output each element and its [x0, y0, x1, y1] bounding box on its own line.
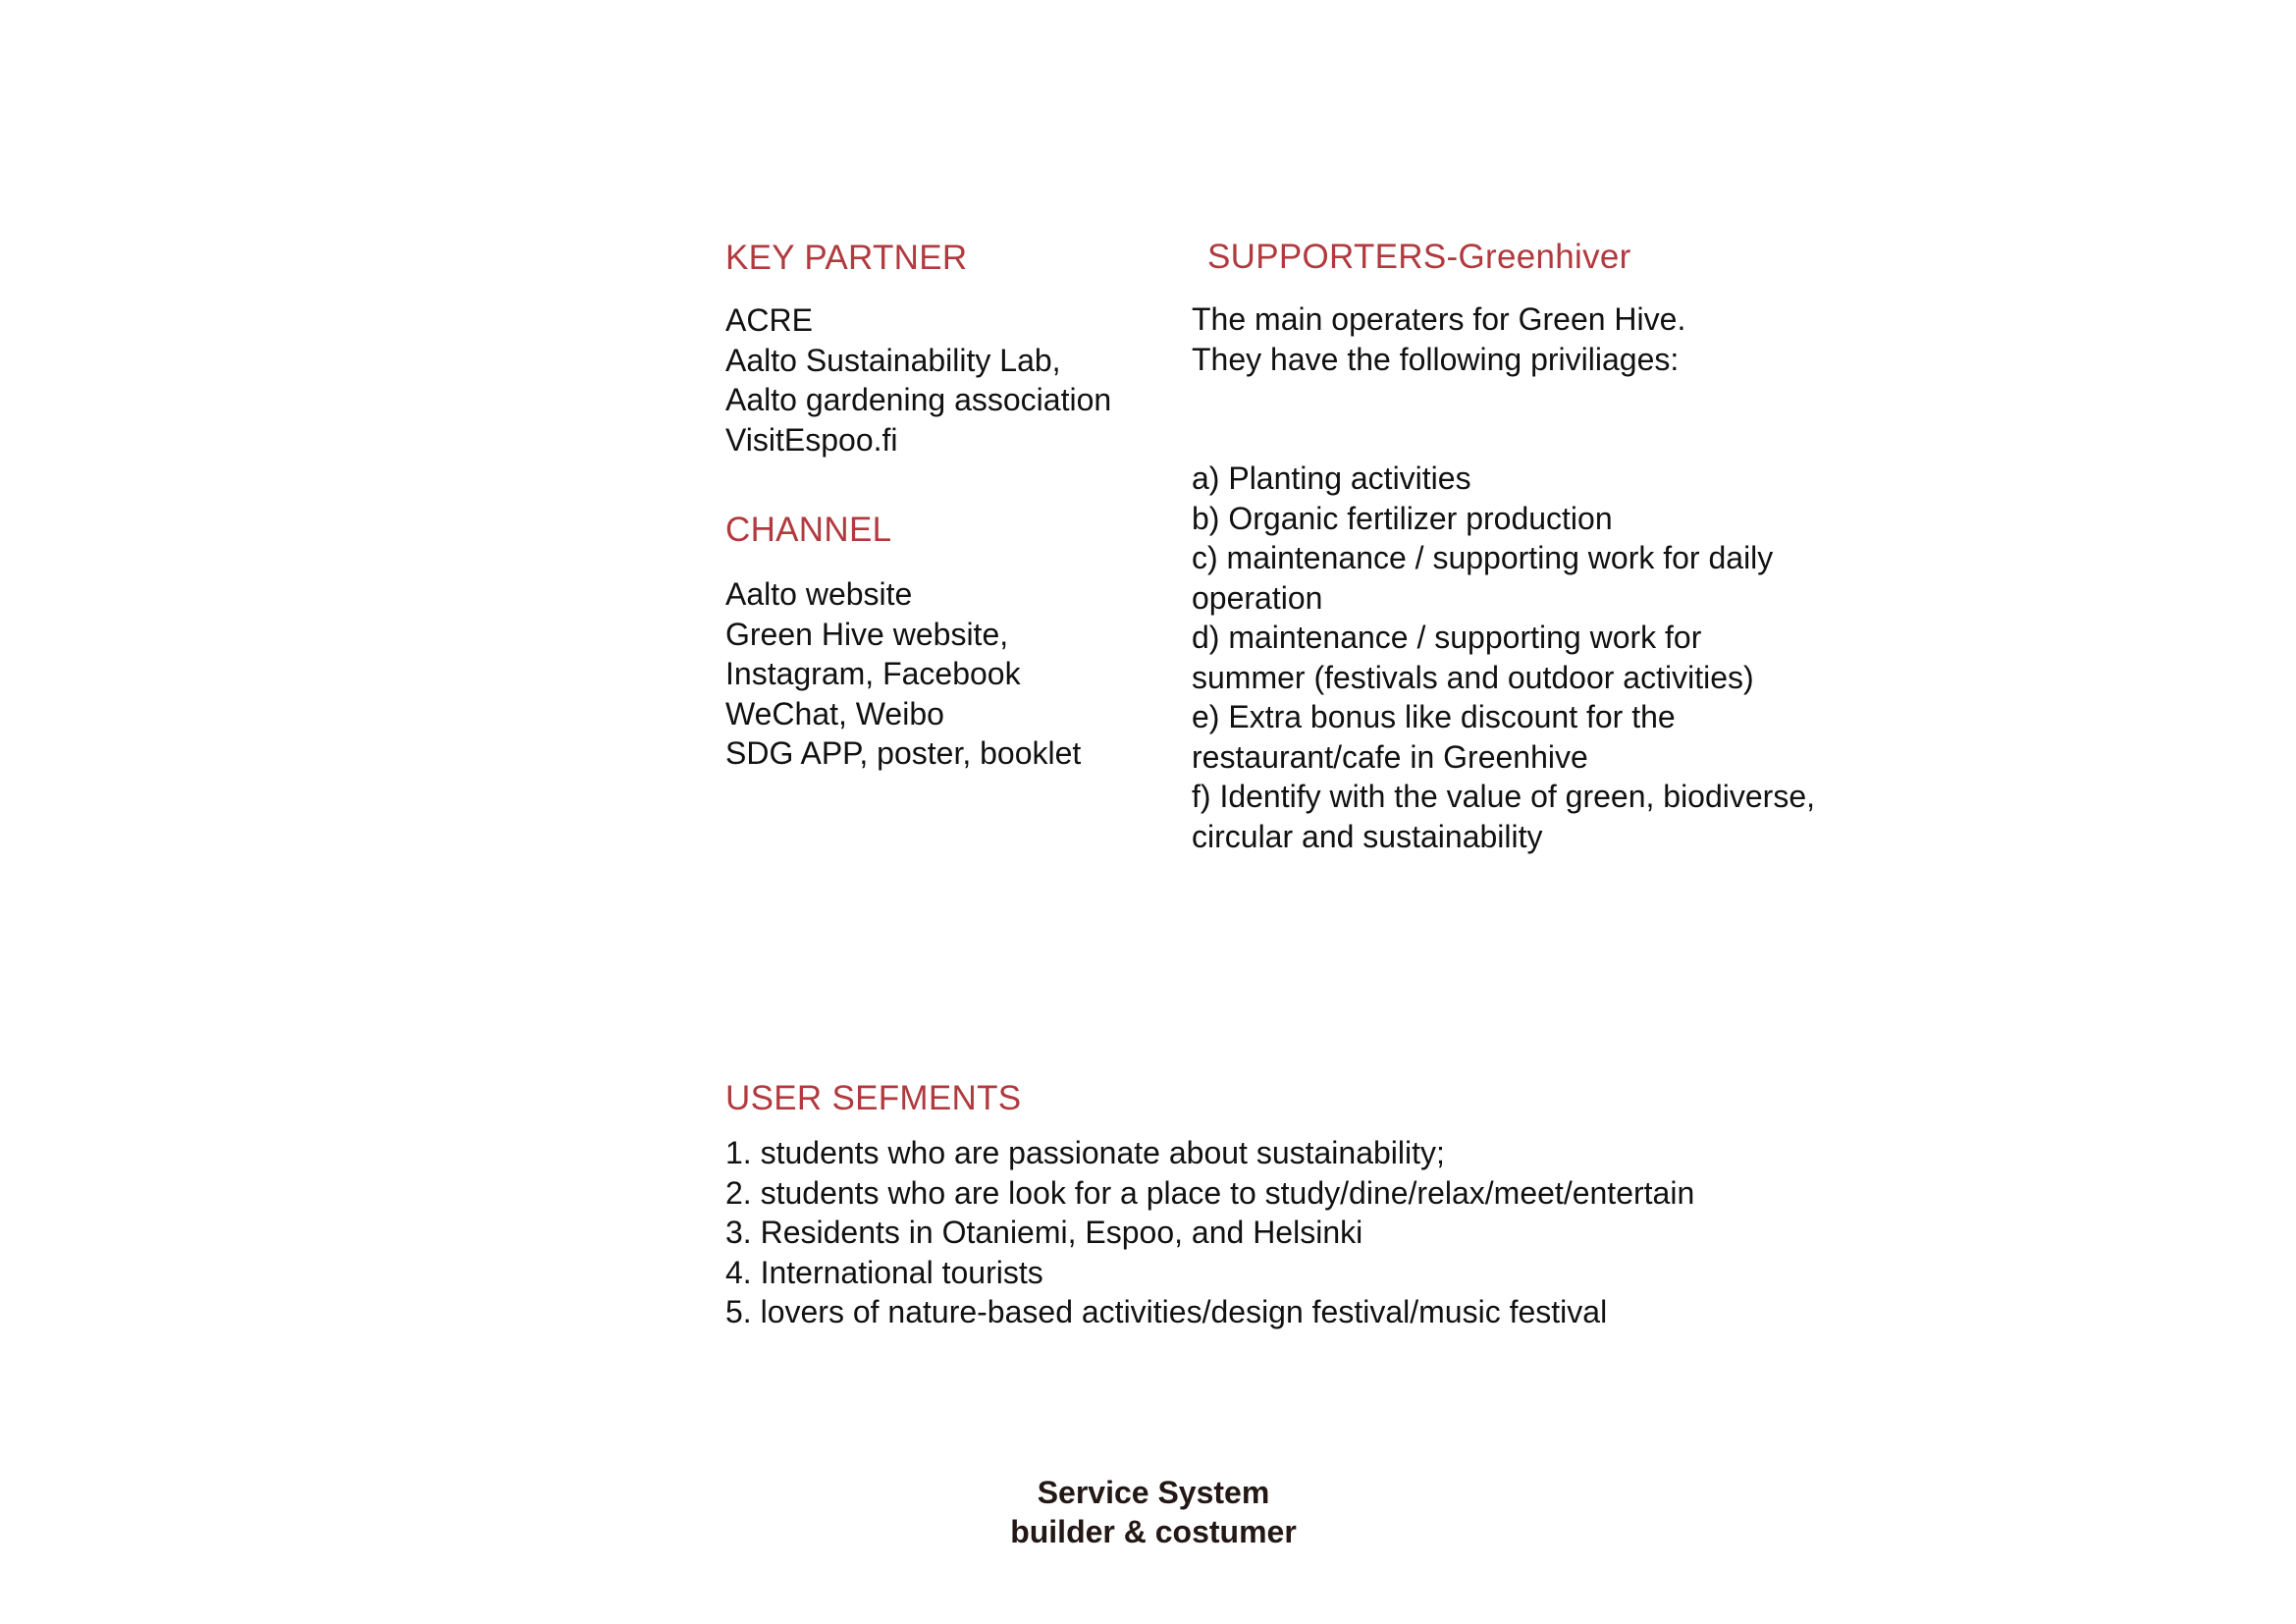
list-item: f) Identify with the value of green, biodiverse,	[1192, 779, 1816, 814]
footer-subtitle: builder & costumer	[1010, 1514, 1297, 1549]
list-item: Green Hive website,	[725, 616, 1009, 652]
list-item: 3. Residents in Otaniemi, Espoo, and Helsinki	[725, 1215, 1363, 1250]
list-item: b) Organic fertilizer production	[1192, 500, 1613, 536]
list-item: e) Extra bonus like discount for the	[1192, 699, 1676, 734]
list-item: Aalto website	[725, 576, 913, 612]
list-item: circular and sustainability	[1192, 818, 1543, 854]
list-item: operation	[1192, 579, 1323, 616]
page-footer	[0, 1473, 2296, 1551]
list-item: WeChat, Weibo	[725, 695, 944, 731]
intro-line: They have the following priviliages:	[1192, 341, 1680, 377]
supporters-heading: SUPPORTERS-Greenhiver	[1207, 238, 1631, 276]
key-partner-heading: KEY PARTNER	[725, 239, 968, 277]
intro-line: The main operaters for Green Hive.	[1192, 301, 1686, 337]
channel-heading: CHANNEL	[725, 511, 892, 549]
list-item: d) maintenance / supporting work for	[1192, 620, 1702, 655]
list-item: ACRE	[725, 302, 813, 338]
list-item: summer (festivals and outdoor activities)	[1192, 659, 1754, 695]
list-item: VisitEspoo.fi	[725, 421, 898, 458]
key-partner-list	[725, 300, 1111, 460]
list-item: a) Planting activities	[1192, 460, 1471, 496]
user-segments-list	[725, 1133, 1694, 1332]
list-item: SDG APP, poster, booklet	[725, 735, 1082, 771]
list-item: c) maintenance / supporting work for daily	[1192, 540, 1774, 575]
supporters-privileges	[1192, 459, 1815, 856]
list-item: 1. students who are passionate about sustainability;	[725, 1135, 1445, 1170]
list-item: restaurant/cafe in Greenhive	[1192, 738, 1588, 775]
list-item: Aalto Sustainability Lab,	[725, 342, 1061, 378]
footer-title: Service System	[1037, 1475, 1270, 1510]
list-item: 2. students who are look for a place to study/dine/relax/meet/entertain	[725, 1174, 1695, 1211]
supporters-intro	[1192, 299, 1685, 379]
list-item: 5. lovers of nature-based activities/design festival/music festival	[725, 1294, 1608, 1329]
channel-list	[725, 574, 1081, 774]
list-item: Aalto gardening association	[725, 382, 1112, 417]
user-segments-heading: USER SEFMENTS	[725, 1079, 1022, 1117]
list-item: Instagram, Facebook	[725, 656, 1021, 691]
list-item: 4. International tourists	[725, 1254, 1043, 1290]
